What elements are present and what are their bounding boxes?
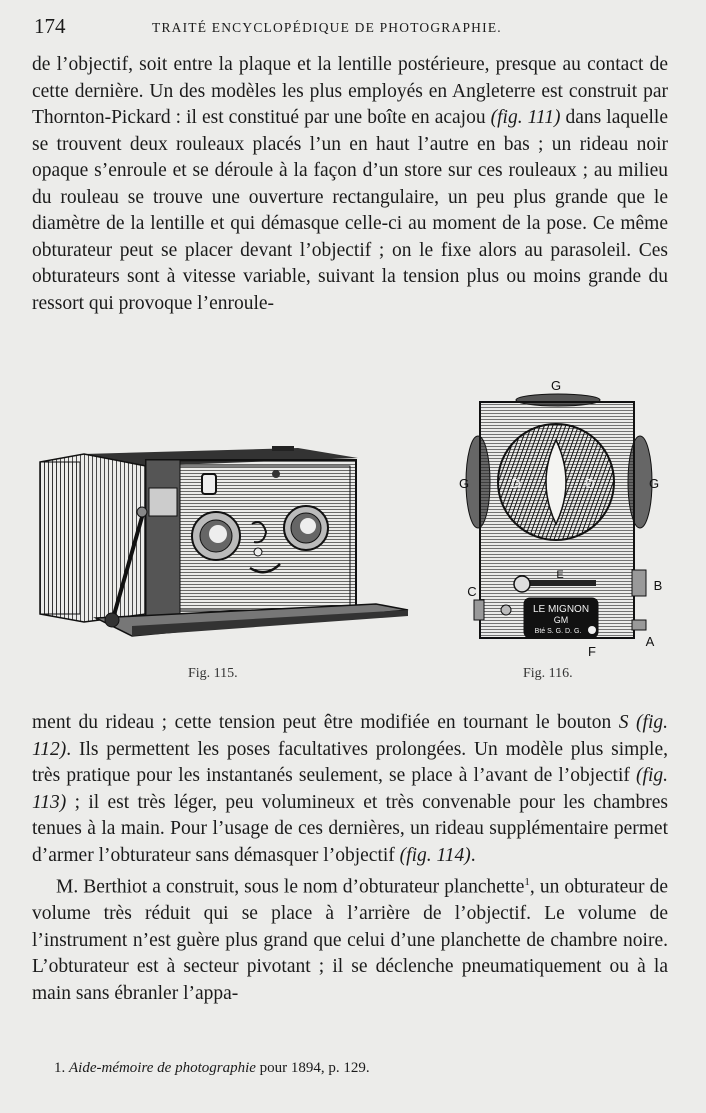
label-g-top: G bbox=[550, 378, 562, 393]
footnote-title: Aide-mémoire de photographie bbox=[69, 1060, 256, 1076]
paragraph-3 bbox=[32, 869, 668, 1007]
footnote bbox=[54, 1060, 370, 1077]
paragraph-1 bbox=[32, 52, 668, 317]
figure-115-caption: Fig. 115. bbox=[188, 666, 238, 681]
figure-reference-114: (fig. 114) bbox=[399, 844, 471, 866]
footnote-rest: pour 1894, p. 129. bbox=[255, 1060, 370, 1076]
left-lens bbox=[192, 512, 240, 560]
paragraph-2-text-3: ; il est très léger, peu volumineux et très convenable pour les chambres tenues à la main. Pour l’usage de ces dernières, un rideau supplémentaire permet d’armer l’obturateur sans démasquer l’objectif bbox=[32, 791, 668, 866]
paragraph-2-text-1: ment du rideau ; cette tension peut être modifiée en tournant le bouton bbox=[32, 712, 619, 733]
paragraph-1-text-a: de l’objectif, soit entre la plaque et la lentille postérieure, presque au contact de cette dernière. Un des modèles les plus employés en Angleterre est construit par Thornton-Pickard : il est constitué par une boîte en acajou bbox=[32, 54, 668, 128]
right-lens bbox=[284, 506, 328, 550]
paragraph-2-text-2: . Ils permettent les poses facultatives prolongées. Un modèle plus simple, très pratique pour les instantanés seulement, se place à l’avant de l’objectif bbox=[32, 738, 668, 786]
paragraph-3-text-1: M. Berthiot a construit, sous le nom d’obturateur planchette bbox=[56, 876, 525, 898]
footnote-number: 1. bbox=[54, 1060, 66, 1076]
label-c: C bbox=[467, 584, 477, 599]
figure-reference-112: (fig. 112) bbox=[32, 712, 668, 760]
figure-116-caption: Fig. 116. bbox=[523, 666, 573, 681]
label-f: F bbox=[588, 644, 596, 659]
label-g-right: G bbox=[648, 476, 660, 491]
paragraph-2-text-4: . bbox=[470, 844, 476, 866]
figure-reference-111: (fig. 111) bbox=[490, 107, 561, 128]
label-a: A bbox=[645, 634, 655, 649]
figure-reference-113: (fig. 113) bbox=[32, 765, 668, 813]
page-header bbox=[34, 14, 666, 40]
nameplate-line-1: LE MIGNON bbox=[532, 604, 590, 615]
button-letter-s: S bbox=[618, 712, 629, 733]
label-g-left: G bbox=[458, 476, 470, 491]
paragraph-3-text-2: , un obturateur de volume très réduit qui se place à l’arrière de l’objectif. Le volume de l’instrument n’est guère plus grand que celui d’une planchette de chambre noire. L’obturateur est à secteur pivotant ; il se déclenche pneumatiquement ou à la main sans ébranler l’appa- bbox=[32, 876, 668, 1004]
label-d-left: D bbox=[511, 476, 521, 491]
running-title: TRAITÉ ENCYCLOPÉDIQUE DE PHOTOGRAPHIE. bbox=[152, 20, 502, 35]
paragraph-2 bbox=[32, 710, 668, 869]
figure-116-le-mignon-shutter bbox=[452, 374, 668, 664]
page-number: 174 bbox=[34, 14, 66, 38]
label-e: E bbox=[556, 569, 564, 581]
label-d-right: D bbox=[585, 476, 595, 491]
paragraph-2-3 bbox=[32, 710, 668, 1007]
paragraph-1-text-b: dans laquelle se trouvent deux rouleaux placés l’un en haut l’autre en bas ; un rideau noir opaque s’enroule et se déroule à la façon d’un store sur ces rouleaux ; au milieu du rouleau se trouve une ouverture rectangulaire, un peu plus grande que le diamètre de la lentille et qui démasque celle-ci au moment de la pose. Ce même obturateur peut se placer devant l’objectif ; on le fixe alors au parasoleil. Ces obturateurs sont à vitesse variable, suivant la tension plus ou moins grande du ressort qui provoque l’enroule- bbox=[32, 107, 668, 314]
footnote-mark: 1 bbox=[524, 876, 530, 888]
label-b: B bbox=[653, 578, 663, 593]
figure-115-stereo-camera bbox=[36, 440, 412, 640]
nameplate-line-2: GM bbox=[553, 615, 569, 625]
nameplate-line-3: Bté S. G. D. G. bbox=[534, 628, 582, 635]
